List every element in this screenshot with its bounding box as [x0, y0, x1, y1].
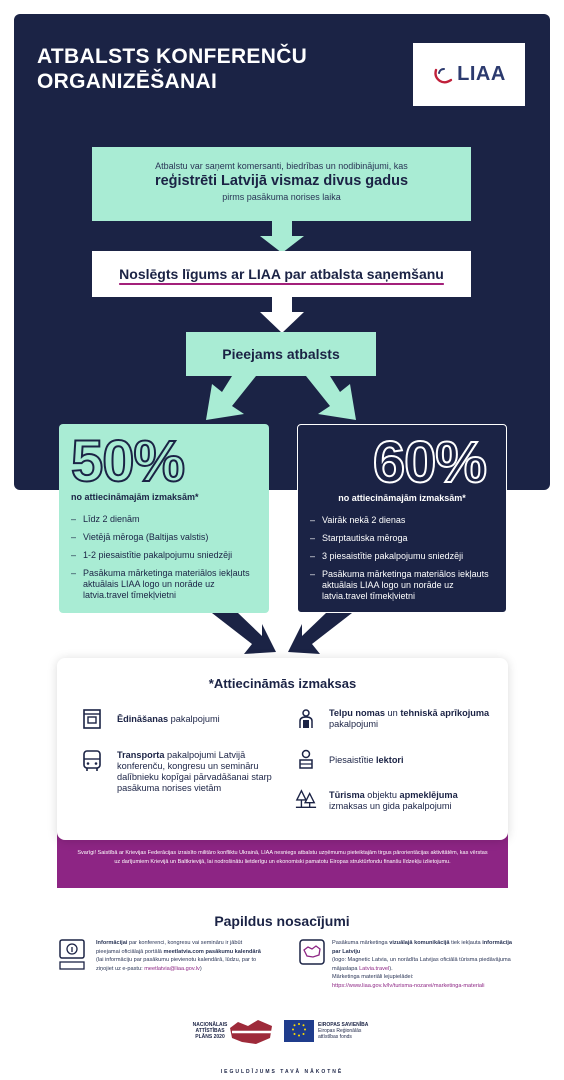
option-60-box — [297, 424, 507, 613]
arrow-merge-left — [212, 613, 276, 654]
presenter-icon — [295, 708, 317, 730]
eu-flag-icon — [284, 1020, 314, 1042]
option-60-subtitle: no attiecināmajām izmaksām* — [338, 493, 466, 503]
lecturers-item: Piesaistītie lektori — [329, 755, 404, 765]
list-item: – 3 piesaistītie pakalpojumu sniedzēji — [310, 551, 494, 562]
list-item: – Pasākuma mārketinga materiālos iekļauts aktuālais LIAA logo un norāde uz latvia.travel tīmekļvietni — [310, 569, 494, 602]
option-50-box — [59, 424, 269, 613]
option-50-subtitle: no attiecināmajām izmaksām* — [71, 492, 199, 502]
list-item: – Pasākuma mārketinga materiālos iekļauts aktuālais LIAA logo un norāde uz latvia.travel tīmekļvietni — [71, 568, 257, 601]
eligibility-text-3: pirms pasākuma norises laika — [222, 192, 341, 202]
arrow-right-diag — [306, 376, 356, 420]
eu-logo-text: EIROPAS SAVIENĪBA Eiropas Reģionālās attīstības fonds — [318, 1022, 369, 1040]
lecturer-icon — [295, 748, 317, 770]
computer-info-icon — [58, 938, 86, 972]
additional-conditions-title: Papildus nosacījumi — [214, 913, 350, 929]
rent-item: Telpu nomas un tehniskā aprīkojuma pakalpojumi — [329, 708, 490, 729]
option-50-list — [71, 514, 257, 601]
title-line-2: ORGANIZĒŠANAI — [37, 70, 218, 93]
list-item: – Līdz 2 dienām — [71, 514, 257, 525]
support-available-box: Pieejams atbalsts — [186, 332, 376, 376]
tourism-item: Tūrisma objektu apmeklējuma izmaksas un gida pakalpojumi — [329, 790, 458, 811]
trees-icon — [295, 788, 317, 810]
transport-item: Transporta pakalpojumi Latvijā konferenču, kongresu un semināru dalībnieku kopīgai pārvadāšanai starp pasākuma norises vietām — [117, 750, 272, 793]
nap-logo — [228, 1018, 276, 1048]
arrow-down-2 — [260, 297, 304, 333]
latvia-travel-link[interactable]: Latvia.travel — [359, 965, 390, 972]
list-item: – Starptautiska mēroga — [310, 533, 494, 544]
eligible-costs-title: *Attiecināmās izmaksas — [208, 676, 357, 691]
eligible-costs-card — [57, 658, 508, 840]
nap-logo-text: NACIONĀLAIS ATTĪSTĪBAS PLĀNS 2020 — [192, 1022, 228, 1040]
latvia-map-icon — [298, 938, 326, 966]
email-link[interactable]: meetlatvia@liaa.gov.lv — [144, 965, 200, 972]
arrow-merge-right — [288, 613, 352, 654]
list-item: – Vietējā mēroga (Baltijas valstis) — [71, 532, 257, 543]
marketing-materials-link[interactable]: https://www.liaa.gov.lv/lv/turisma-nozarei/marketinga-materiali — [332, 982, 485, 989]
slogan: IEGULDĪJUMS TAVĀ NĀKOTNĒ — [220, 1069, 344, 1075]
eligibility-text-1: Atbalstu var saņemt komersanti, biedrības un nodibinājumi, kas — [155, 161, 408, 171]
coffee-machine-icon — [81, 708, 103, 730]
catering-item: Ēdināšanas pakalpojumi — [117, 714, 220, 724]
info-left-text: Informācijai par konferenci, kongresu vai semināru ir jābūt pieejamai oficiālajā portālā meetlatvia.com pasākumu kalendārā (lai informāciju par pasākumu pievienotu kalendārā, lūdzu, par to ziņojiet uz e-pastu: meetlatvia@liaa.gov.lv) — [96, 940, 261, 972]
liaa-logo-text: LIAA — [457, 63, 506, 85]
list-item: – Vairāk nekā 2 dienas — [310, 515, 494, 526]
agreement-text: Noslēgts līgums ar LIAA par atbalsta saņemšanu — [119, 266, 444, 282]
list-item: – 1-2 piesaistītie pakalpojumu sniedzēji — [71, 550, 257, 561]
arrow-left-diag — [206, 376, 256, 420]
title-line-1: ATBALSTS KONFERENČU — [37, 45, 308, 68]
agreement-box — [92, 251, 471, 297]
info-right-text: Pasākuma mārketinga vizuālajā komunikācijā tiek iekļauta informācija par Latviju (logo: Magnetic Latvia, un norādīta Latvijas oficiālā tūrisma piedāvājuma mājaslapa Latvia.travel). Mārketinga materiāli lejupielādei: https://www.liaa.gov.lv/lv/turisma-nozarei/marketinga-materiali — [332, 940, 513, 989]
option-50-percent: 50% — [71, 429, 185, 494]
arrow-down-1 — [260, 221, 304, 253]
option-60-percent: 60% — [372, 430, 486, 495]
notice-banner: Svarīgi! Saistībā ar Krievijas Federācijas izraisīto militāro konfliktu Ukrainā, LIAA nesniegs atbalstu uzņēmumu pieteiktajām tirgus pārorientācijas aktivitātēm, kas vērstas uz darījumiem Krievijā un Baltkrievijā, lai nodrošinātu lietderīgu un ekonomiski pamatotu Eiropas struktūrfondu finanšu līdzekļu izlietojumu. — [57, 832, 508, 888]
eligibility-text-bold: reģistrēti Latvijā vismaz divus gadus — [154, 173, 409, 189]
bus-icon — [81, 750, 103, 772]
option-60-list — [310, 515, 494, 602]
